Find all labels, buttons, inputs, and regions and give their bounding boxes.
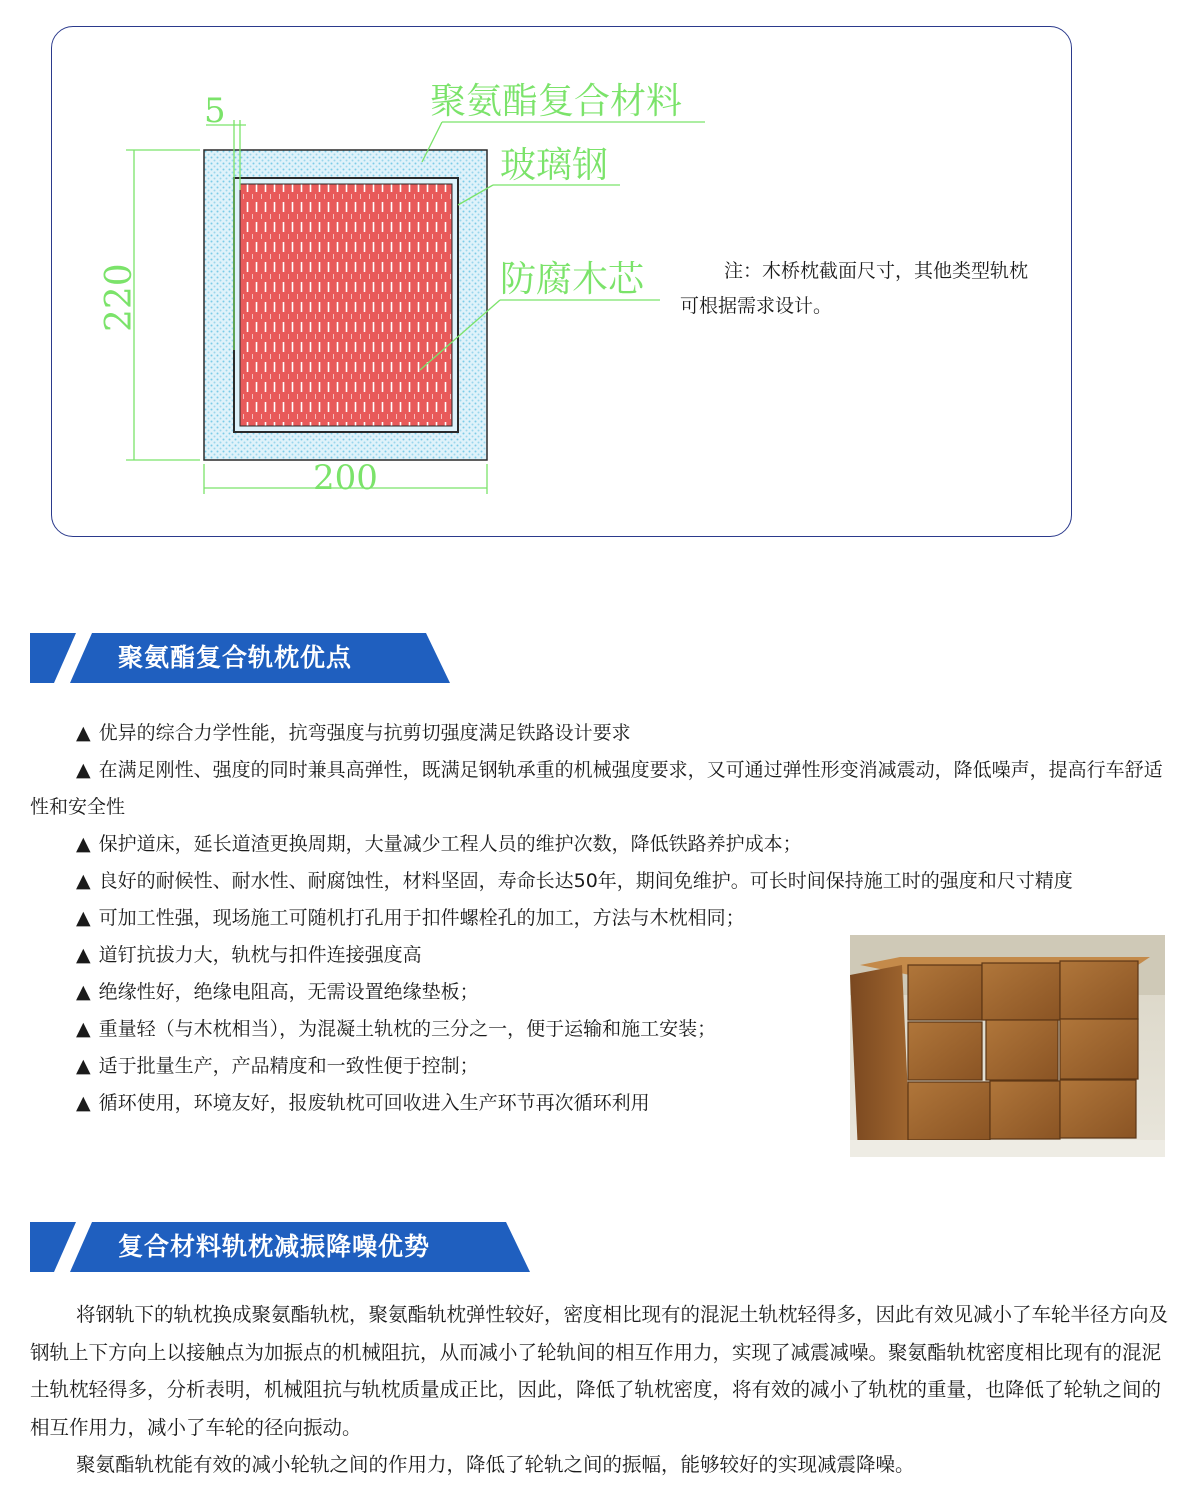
wood-core — [240, 184, 452, 426]
stacked-sleepers-photo — [850, 935, 1165, 1157]
noise-reduction-text — [30, 1296, 1170, 1484]
label-pu-composite: 聚氨酯复合材料 — [430, 81, 683, 122]
diagram-note: 注：木桥枕截面尺寸，其他类型轨枕可根据需求设计。 — [680, 260, 1029, 317]
paragraph: 将钢轨下的轨枕换成聚氨酯轨枕，聚氨酯轨枕弹性较好，密度相比现有的混泥土轨枕轻得多，因此有效见减小了车轮半径方向及钢轨上下方向上以接触点为加振点的机械阻抗，从而减小了轮轨间的相互作用力，实现了减震减噪。聚氨酯轨枕密度相比现有的混泥土轨枕轻得多，分析表明，机械阻抗与轨枕质量成正比，因此，降低了轨枕密度，将有效的减小了轨枕的重量，也降低了轮轨之间的相互作用力，减小了车轮的径向振动。 — [30, 1303, 1169, 1439]
list-item: ▲ 保护道床，延长道渣更换周期，大量减少工程人员的维护次数，降低铁路养护成本； — [76, 833, 802, 855]
section-title: 复合材料轨枕减振降噪优势 — [118, 1232, 431, 1261]
list-item: ▲ 循环使用，环境友好，报废轨枕可回收进入生产环节再次循环利用 — [76, 1092, 650, 1114]
list-item: ▲ 重量轻（与木枕相当），为混凝土轨枕的三分之一，便于运输和施工安装； — [76, 1018, 717, 1040]
list-item: ▲ 可加工性强，现场施工可随机打孔用于扣件螺栓孔的加工，方法与木枕相同； — [76, 907, 745, 929]
label-thickness: 5 — [204, 91, 226, 131]
section-title: 聚氨酯复合轨枕优点 — [118, 643, 353, 672]
list-item: ▲ 优异的综合力学性能，抗弯强度与抗剪切强度满足铁路设计要求 — [76, 722, 631, 744]
label-height: 220 — [99, 263, 140, 332]
label-frp: 玻璃钢 — [500, 145, 609, 186]
list-item: ▲ 绝缘性好，绝缘电阻高，无需设置绝缘垫板； — [76, 981, 479, 1003]
list-item: ▲ 在满足刚性、强度的同时兼具高弹性，既满足钢轨承重的机械强度要求，又可通过弹性形变消减震动，降低噪声，提高行车舒适性和安全性 — [30, 759, 1163, 818]
label-wood-core: 防腐木芯 — [500, 259, 645, 300]
list-item: ▲ 道钉抗拔力大，轨枕与扣件连接强度高 — [76, 944, 422, 966]
list-item: ▲ 良好的耐候性、耐水性、耐腐蚀性，材料坚固，寿命长达50年，期间免维护。可长时间保持施工时的强度和尺寸精度 — [76, 870, 1073, 892]
label-width: 200 — [313, 458, 378, 498]
paragraph: 聚氨酯轨枕能有效的减小轮轨之间的作用力，降低了轮轨之间的振幅，能够较好的实现减震降噪。 — [76, 1453, 915, 1476]
list-item: ▲ 适于批量生产，产品精度和一致性便于控制； — [76, 1055, 479, 1077]
